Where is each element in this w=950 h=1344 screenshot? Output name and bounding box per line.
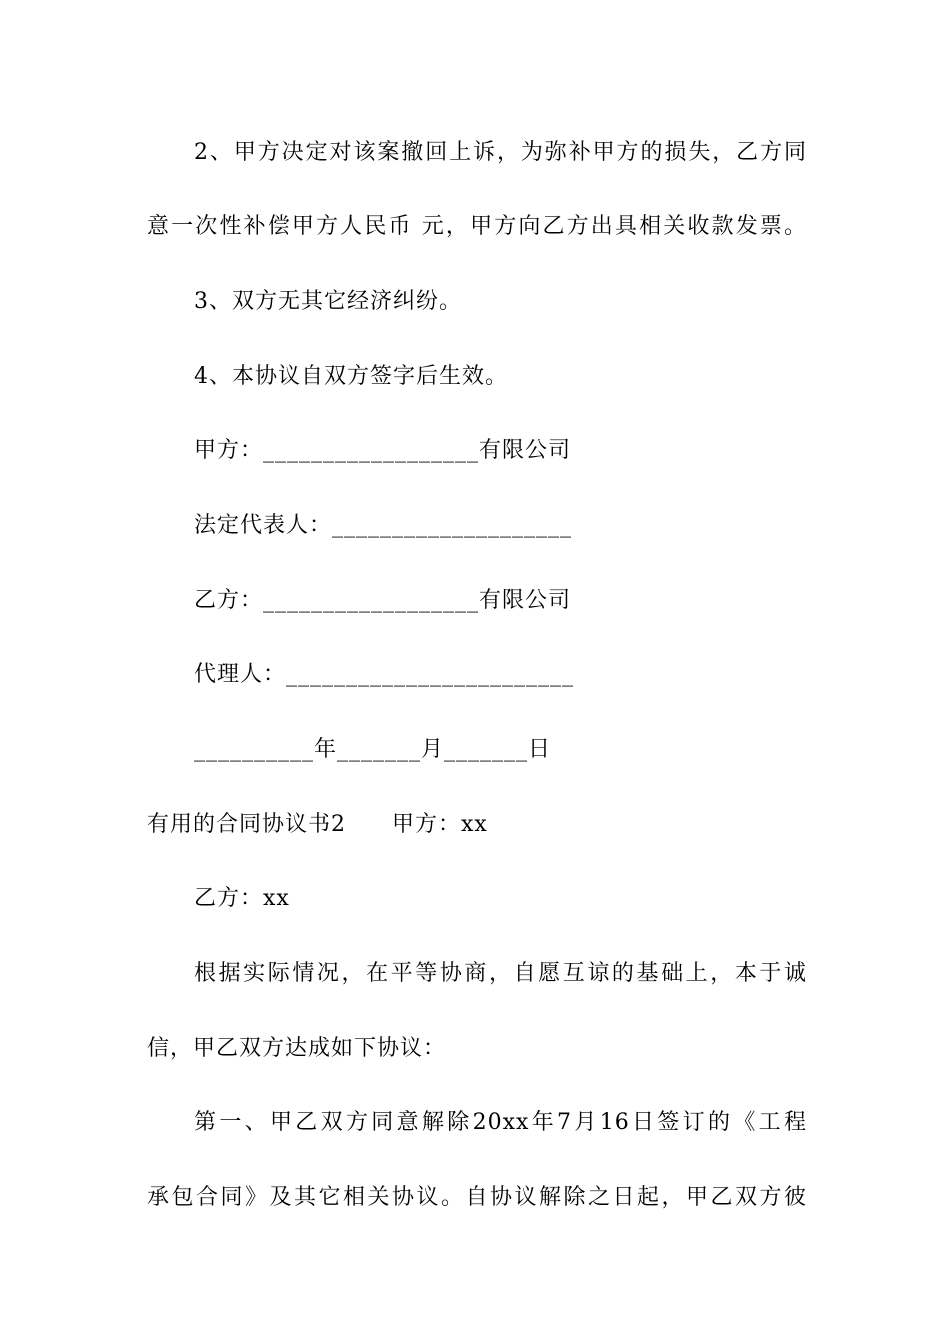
paragraph-line: 意一次性补偿甲方人民币 元，甲方向乙方出具相关收款发票。 (147, 214, 807, 239)
paragraph-line: 根据实际情况，在平等协商，自愿互谅的基础上，本于诚 (194, 961, 807, 986)
paragraph-line: 第一、甲乙双方同意解除20xx年7月16日签订的《工程 (194, 1110, 807, 1135)
section-heading: 有用的合同协议书2 甲方：xx (147, 812, 488, 837)
party-b-line: 乙方：xx (194, 886, 290, 911)
paragraph-line: 信，甲乙双方达成如下协议： (147, 1036, 447, 1061)
paragraph-line: 4、本协议自双方签字后生效。 (194, 364, 508, 389)
party-b-signature-line: 乙方：__________________有限公司 (194, 588, 572, 613)
paragraph-line: 承包合同》及其它相关协议。自协议解除之日起，甲乙双方彼 (147, 1185, 807, 1210)
legal-representative-line: 法定代表人：____________________ (194, 513, 573, 538)
paragraph-line: 3、双方无其它经济纠纷。 (194, 289, 462, 314)
paragraph-line: 2、甲方决定对该案撤回上诉，为弥补甲方的损失，乙方同 (194, 140, 807, 165)
party-a-signature-line: 甲方：__________________有限公司 (194, 438, 572, 463)
agent-signature-line: 代理人：________________________ (194, 662, 575, 687)
date-line: __________年_______月_______日 (194, 737, 552, 762)
